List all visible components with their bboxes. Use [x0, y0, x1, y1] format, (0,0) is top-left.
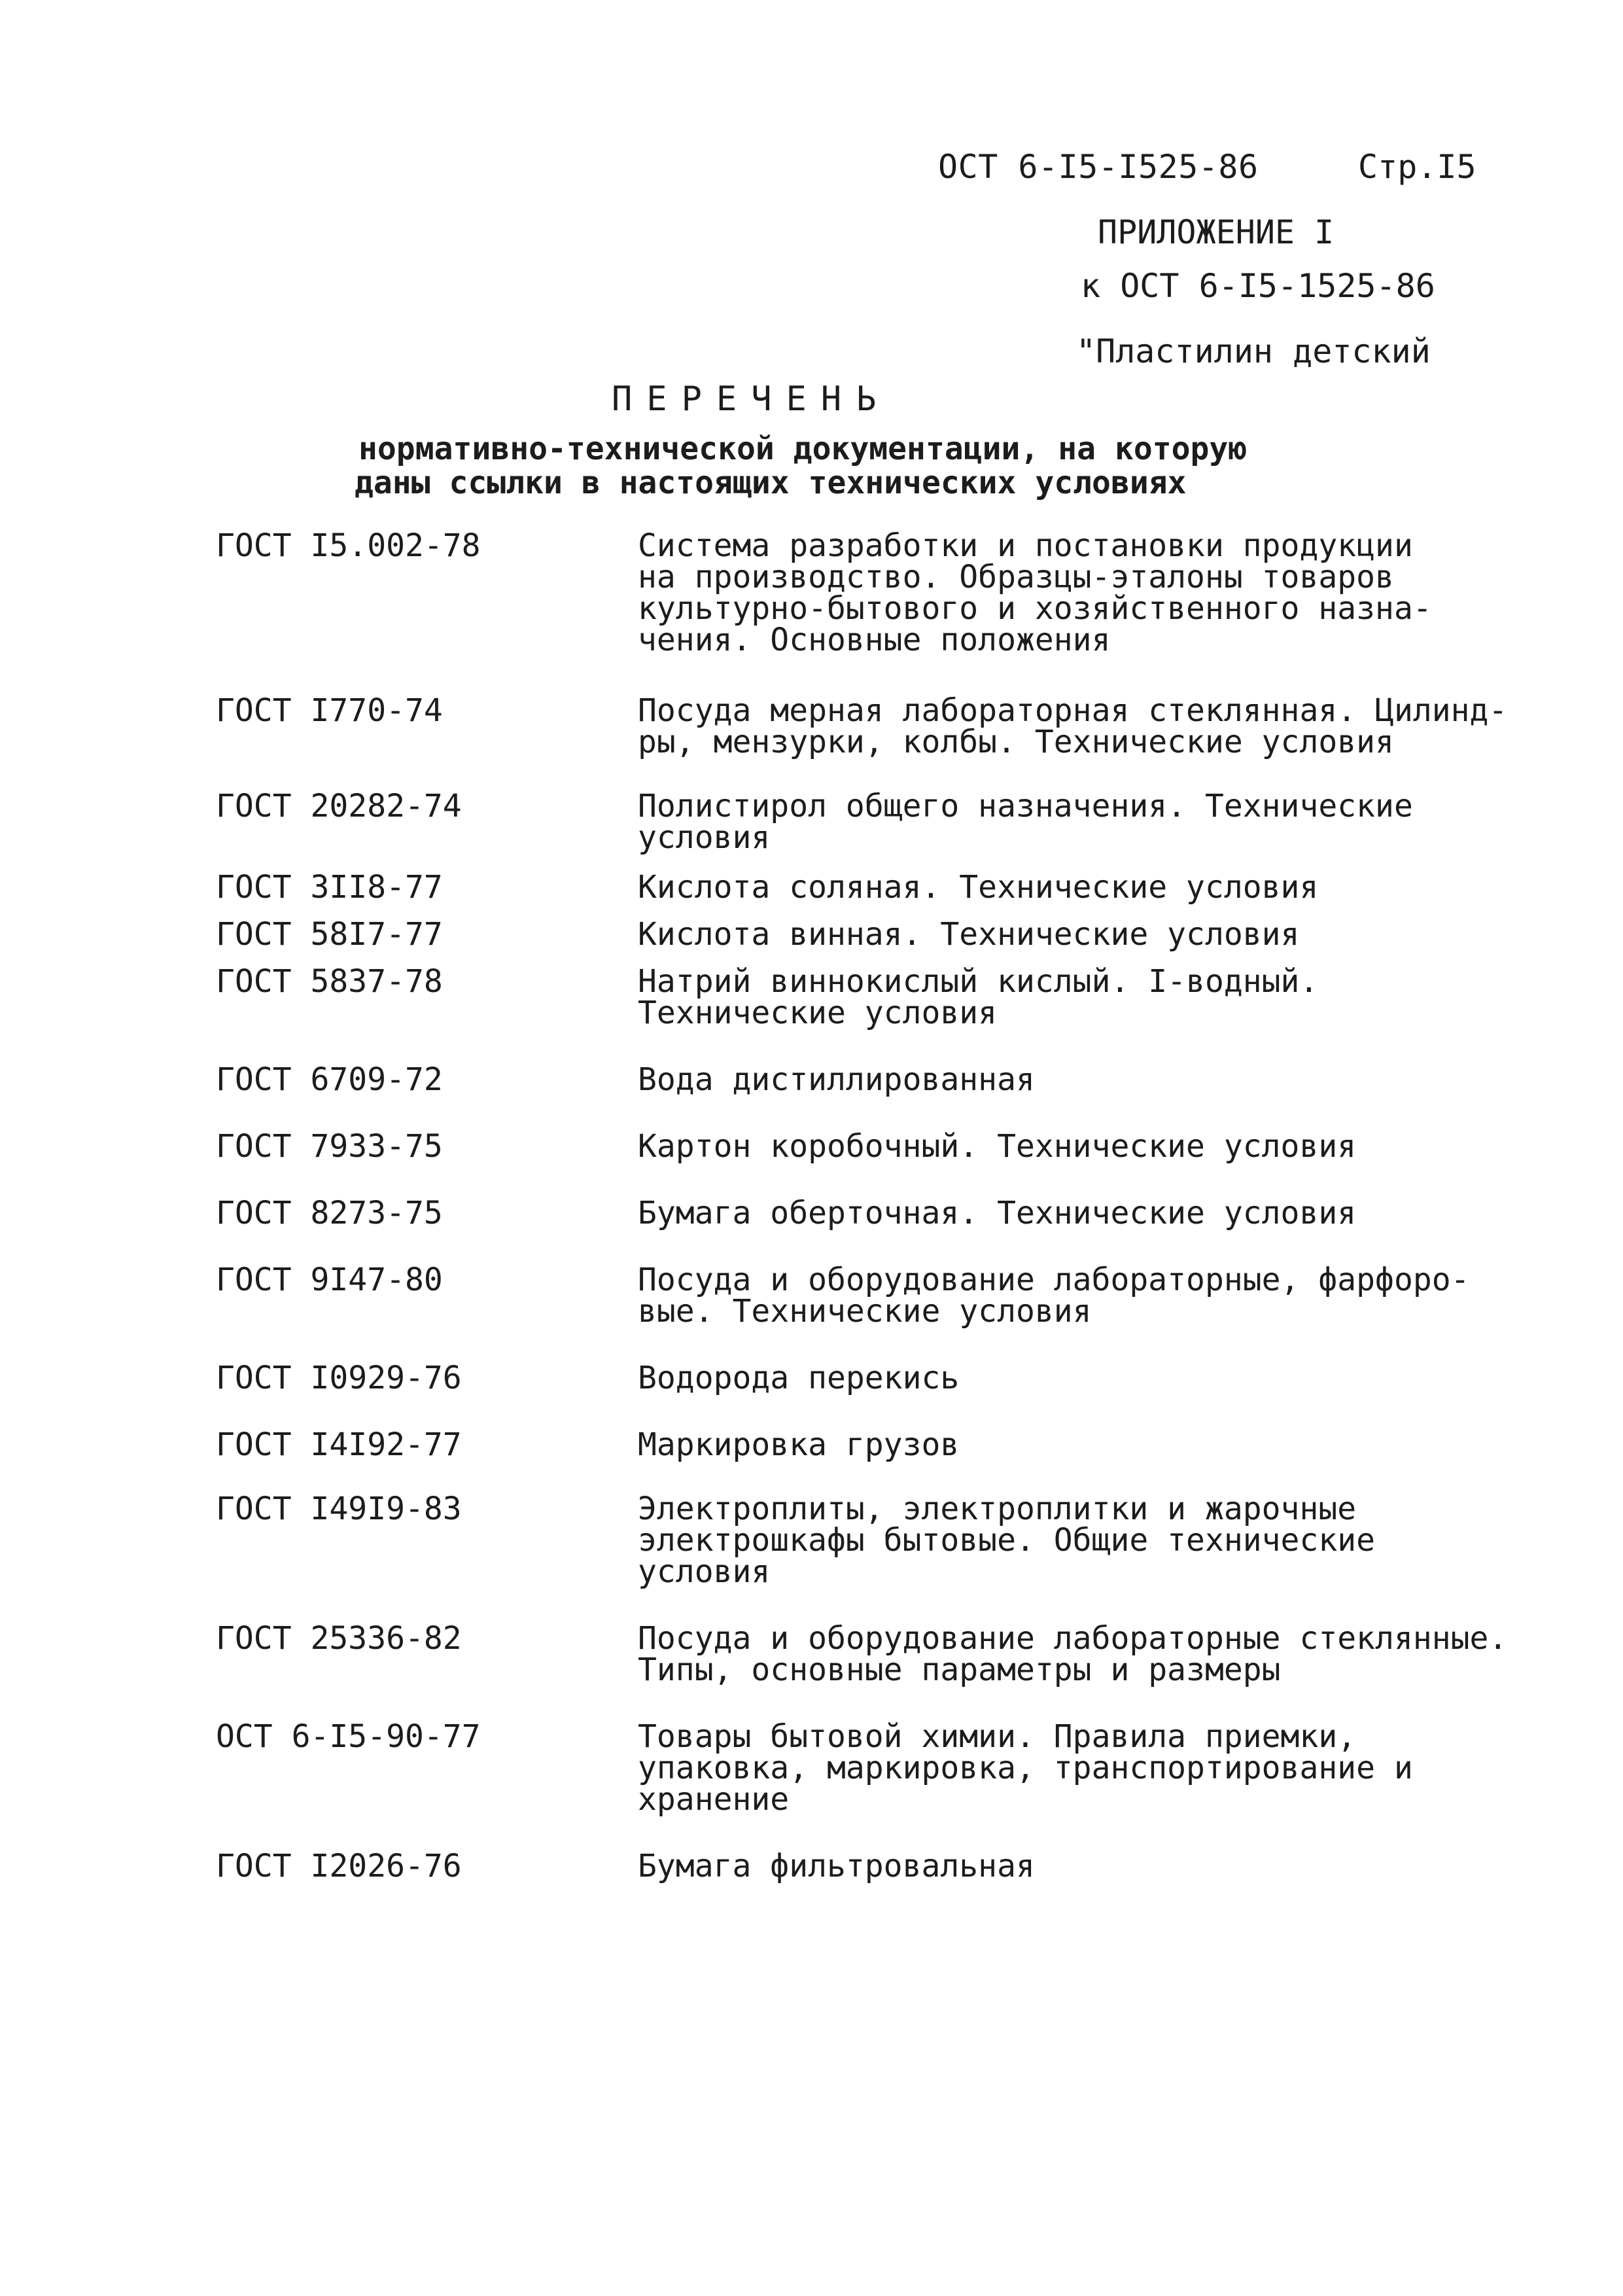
reference-row [216, 788, 1577, 856]
appendix-reference: к ОСТ 6-I5-1525-86 [1081, 267, 1435, 305]
reference-row [216, 527, 1577, 658]
reference-code: ГОСТ 5837-78 [216, 963, 443, 1000]
reference-row [216, 1426, 1577, 1463]
reference-title: Вода дистиллированная [638, 1061, 1035, 1098]
reference-title: Система разработки и постановки продукции на производство. Образцы-эталоны товаров культурно-бытового и хозяйственного назна- чения. Основные положения [638, 527, 1432, 658]
page-number: Стр.I5 [1358, 148, 1476, 186]
reference-code: ГОСТ I2026-76 [216, 1848, 462, 1884]
reference-row [216, 916, 1577, 953]
reference-row [216, 869, 1577, 906]
reference-row [216, 1718, 1577, 1818]
reference-row [216, 963, 1577, 1031]
reference-title: Электроплиты, электроплитки и жарочные электрошкафы бытовые. Общие технические условия [638, 1491, 1376, 1590]
appendix-label: ПРИЛОЖЕНИЕ I [1098, 213, 1335, 251]
reference-code: ГОСТ 3II8-77 [216, 869, 443, 906]
subtitle-line-1: нормативно-технической документации, на которую [358, 431, 1248, 467]
reference-title: Посуда и оборудование лабораторные, фарфоро- вые. Технические условия [638, 1262, 1470, 1330]
reference-code: ГОСТ I770-74 [216, 692, 443, 729]
reference-row [216, 1197, 1577, 1229]
references-list [216, 527, 1577, 1884]
reference-title: Маркировка грузов [638, 1426, 960, 1463]
reference-row [216, 1620, 1577, 1688]
reference-title: Водорода перекись [638, 1360, 960, 1396]
document-title: ПЕРЕЧЕНЬ [612, 380, 891, 419]
reference-title: Товары бытовой химии. Правила приемки, упаковка, маркировка, транспортирование и хранение [638, 1718, 1413, 1818]
reference-title: Кислота соляная. Технические условия [638, 869, 1319, 906]
reference-code: ГОСТ I4I92-77 [216, 1426, 462, 1463]
reference-code: ГОСТ 58I7-77 [216, 916, 443, 953]
reference-title: Полистирол общего назначения. Технические условия [638, 788, 1413, 856]
reference-title: Бумага оберточная. Технические условия [638, 1195, 1357, 1231]
reference-title: Посуда и оборудование лабораторные стеклянные. Типы, основные параметры и размеры [638, 1620, 1508, 1688]
reference-code: ОСТ 6-I5-90-77 [216, 1718, 481, 1755]
document-designation: ОСТ 6-I5-I525-86 [938, 148, 1259, 186]
reference-title: Кислота винная. Технические условия [638, 916, 1300, 953]
reference-row [216, 1362, 1577, 1394]
reference-code: ГОСТ 25336-82 [216, 1620, 462, 1657]
reference-title: Натрий виннокислый кислый. I-водный. Технические условия [638, 963, 1319, 1031]
reference-title: Бумага фильтровальная [638, 1848, 1035, 1884]
reference-code: ГОСТ 7933-75 [216, 1128, 443, 1165]
reference-title: Посуда мерная лабораторная стеклянная. Цилинд- ры, мензурки, колбы. Технические условия [638, 692, 1508, 760]
reference-code: ГОСТ 20282-74 [216, 788, 462, 824]
reference-code: ГОСТ 9I47-80 [216, 1262, 443, 1298]
reference-code: ГОСТ I49I9-83 [216, 1491, 462, 1527]
reference-code: ГОСТ 8273-75 [216, 1195, 443, 1231]
reference-row [216, 1850, 1577, 1882]
reference-row [216, 692, 1577, 760]
reference-row [216, 1262, 1577, 1330]
document-subtitle [355, 431, 1248, 501]
reference-row [216, 1128, 1577, 1165]
subtitle-line-2: даны ссылки в настоящих технических условиях [355, 465, 1187, 501]
reference-code: ГОСТ I5.002-78 [216, 527, 481, 564]
appendix-product-name: "Пластилин детский [1076, 332, 1431, 370]
reference-row [216, 1491, 1577, 1590]
reference-row [216, 1061, 1577, 1098]
reference-code: ГОСТ I0929-76 [216, 1360, 462, 1396]
reference-code: ГОСТ 6709-72 [216, 1061, 443, 1098]
reference-title: Картон коробочный. Технические условия [638, 1128, 1357, 1165]
